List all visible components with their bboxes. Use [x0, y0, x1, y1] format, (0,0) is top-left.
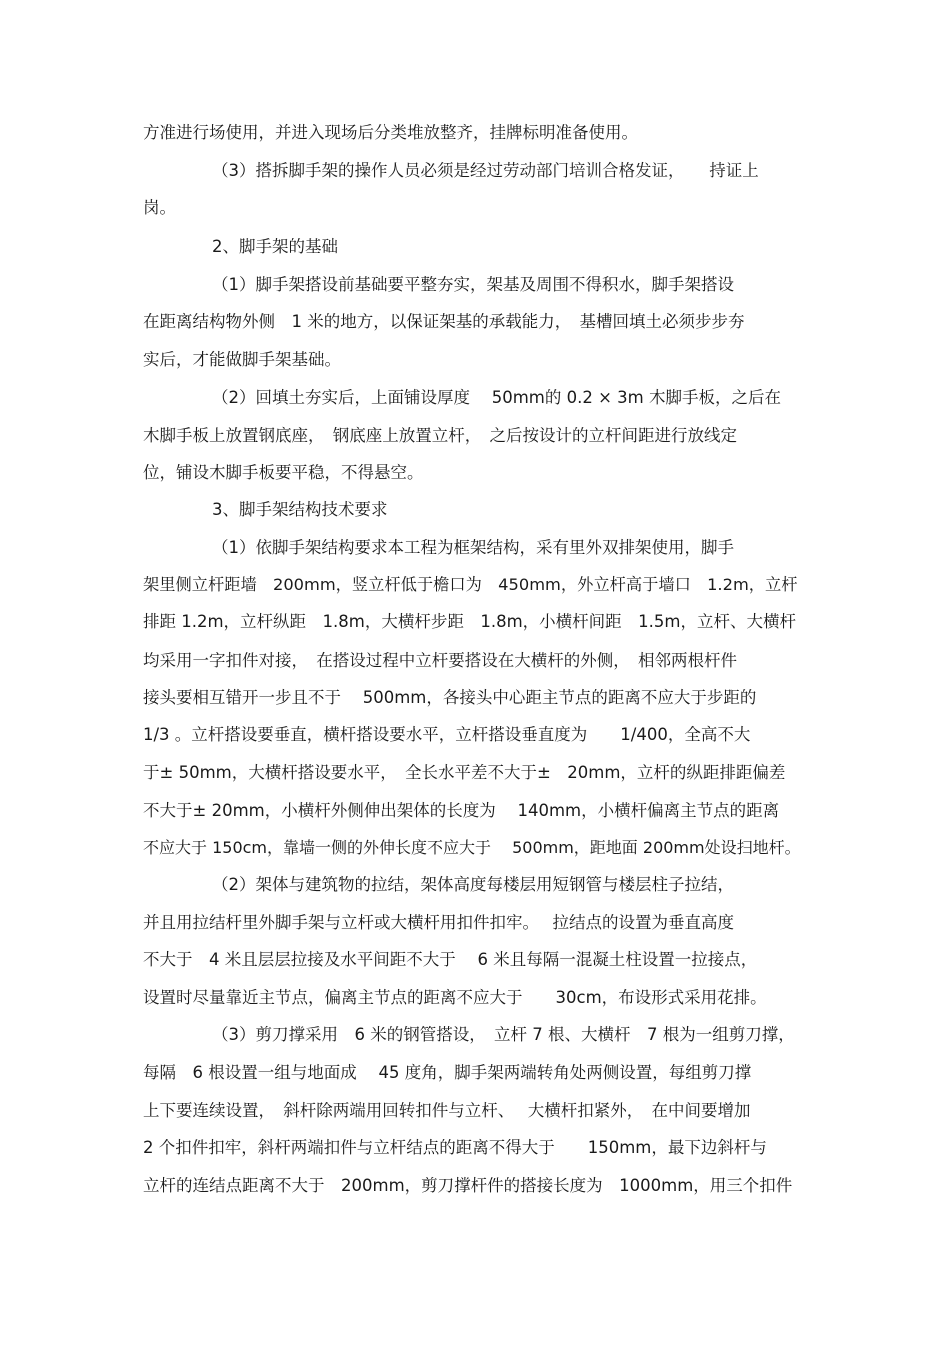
text-line: （2）回填土夯实后，上面铺设厚度 50mm的 0.2 × 3m 木脚手板，之后在 [212, 388, 782, 407]
text-line: 每隔 6 根设置一组与地面成 45 度角，脚手架两端转角处两侧设置，每组剪刀撑 [143, 1063, 752, 1082]
text-line: 并且用拉结杆里外脚手架与立杆或大横杆用扣件扣牢。 拉结点的设置为垂直高度 [143, 913, 734, 932]
text-line: 不应大于 150cm，靠墙一侧的外伸长度不应大于 500mm，距地面 200mm处设扫地杆。 [143, 838, 801, 857]
text-line: 在距离结构物外侧 1 米的地方，以保证架基的承载能力， 基槽回填土必须步步夯 [143, 312, 745, 331]
text-line: 木脚手板上放置钢底座， 钢底座上放置立杆， 之后按设计的立杆间距进行放线定 [143, 426, 737, 445]
text-line: 排距 1.2m，立杆纵距 1.8m，大横杆步距 1.8m，小横杆间距 1.5m，立杆、大横杆 [143, 612, 796, 631]
text-line: 不大于 4 米且层层拉接及水平间距不大于 6 米且每隔一混凝土柱设置一拉接点， [143, 950, 758, 969]
text-line: 位，铺设木脚手板要平稳，不得悬空。 [143, 463, 424, 482]
text-line: 于± 50mm，大横杆搭设要水平， 全长水平差不大于± 20mm，立杆的纵距排距偏差 [143, 763, 786, 782]
text-line: 不大于± 20mm，小横杆外侧伸出架体的长度为 140mm，小横杆偏离主节点的距离 [143, 801, 780, 820]
text-line: 1/3 。立杆搭设要垂直，横杆搭设要水平，立杆搭设垂直度为 1/400，全高不大 [143, 725, 751, 744]
section-heading: 2、脚手架的基础 [212, 237, 338, 256]
text-line: （3）搭拆脚手架的操作人员必须是经过劳动部门培训合格发证， 持证上 [212, 161, 759, 180]
section-heading: 3、脚手架结构技术要求 [212, 500, 388, 519]
text-line: （1）依脚手架结构要求本工程为框架结构，采有里外双排架使用，脚手 [212, 538, 734, 557]
text-line: 接头要相互错开一步且不于 500mm，各接头中心距主节点的距离不应大于步距的 [143, 688, 757, 707]
text-line: 方准进行场使用，并进入现场后分类堆放整齐，挂牌标明准备使用。 [143, 123, 638, 142]
text-line: 2 个扣件扣牢，斜杆两端扣件与立杆结点的距离不得大于 150mm，最下边斜杆与 [143, 1138, 767, 1157]
text-line: 岗。 [143, 198, 176, 217]
text-line: （3）剪刀撑采用 6 米的钢管搭设， 立杆 7 根、大横杆 7 根为一组剪刀撑， [212, 1025, 795, 1044]
text-line: （1）脚手架搭设前基础要平整夯实，架基及周围不得积水，脚手架搭设 [212, 275, 734, 294]
text-line: 立杆的连结点距离不大于 200mm，剪刀撑杆件的搭接长度为 1000mm，用三个扣件 [143, 1176, 793, 1195]
text-line: 上下要连续设置， 斜杆除两端用回转扣件与立杆、 大横杆扣紧外， 在中间要增加 [143, 1101, 751, 1120]
text-line: 设置时尽量靠近主节点，偏离主节点的距离不应大于 30cm，布设形式采用花排。 [143, 988, 767, 1007]
text-line: 架里侧立杆距墙 200mm，竖立杆低于檐口为 450mm，外立杆高于墙口 1.2m，立杆 [143, 575, 798, 594]
text-line: 实后，才能做脚手架基础。 [143, 350, 341, 369]
text-line: （2）架体与建筑物的拉结，架体高度每楼层用短钢管与楼层柱子拉结， [212, 875, 734, 894]
text-line: 均采用一字扣件对接， 在搭设过程中立杆要搭设在大横杆的外侧， 相邻两根杆件 [143, 651, 737, 670]
